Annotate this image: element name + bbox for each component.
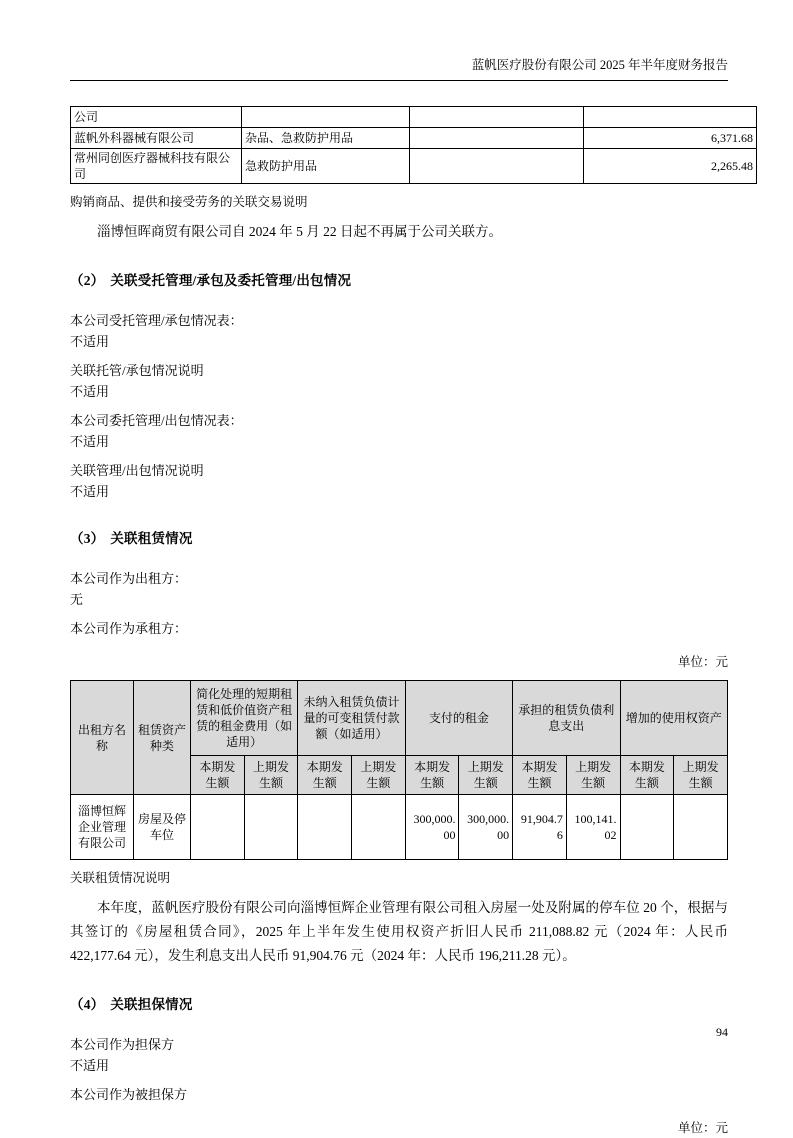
cell-variable-current [298, 795, 352, 860]
outsourcing-note-value: 不适用 [70, 484, 110, 499]
purchase-note-label: 购销商品、提供和接受劳务的关联交易说明 [70, 195, 308, 209]
cell-amount [584, 107, 757, 128]
table-body [71, 107, 757, 184]
section-2-title: 关联受托管理/承包及委托管理/出包情况 [110, 273, 352, 288]
table-row [71, 795, 728, 860]
cell-rent-paid-current: 300,000.00 [405, 795, 459, 860]
section-2-number: （2） [70, 273, 105, 288]
col-rent-paid: 支付的租金 [405, 681, 512, 756]
col-short-term-low-value-rent: 简化处理的短期租赁和低价值资产租赁的租金费用（如适用） [191, 681, 298, 756]
spacer [70, 968, 728, 994]
lease-table-unit: 单位：元 [677, 655, 728, 669]
col-lease-liability-interest: 承担的租赁负债利息支出 [513, 681, 620, 756]
outsourcing-table-value: 不适用 [70, 434, 110, 449]
col-rou-asset-increase: 增加的使用权资产 [620, 681, 728, 756]
cell-interest-prior: 100,141.02 [566, 795, 620, 860]
spacer [70, 860, 728, 868]
section-4-heading [70, 994, 728, 1016]
table-row [71, 128, 757, 149]
table-row [71, 149, 757, 184]
col-lessor-name: 出租方名称 [71, 681, 134, 795]
subcol-current-period: 本期发生额 [298, 756, 352, 795]
spacer [70, 1105, 728, 1118]
lease-note-text: 本年度，蓝帆医疗股份有限公司向淄博恒辉企业管理有限公司租入房屋一处及附属的停车位 20 个，根据与其签订的《房屋租赁合同》，2025 年上半年发生使用权资产折旧人民币 211,088.82 元（2024 年：人民币 422,177.64 元），发生利息支出人民币 91,904.76 元（2024 年：人民币 196,211.28 元）。 [70, 900, 728, 963]
entrusted-mgmt-table-label: 本公司受托管理/承包情况表： [70, 313, 243, 328]
cell-content [242, 107, 410, 128]
cell-interest-current: 91,904.76 [513, 795, 567, 860]
spacer [70, 672, 728, 680]
cell-prior [410, 128, 584, 149]
lessor-label: 本公司作为出租方： [70, 571, 188, 586]
cell-prior [410, 149, 584, 184]
spacer [70, 212, 728, 220]
header-rule [70, 80, 728, 81]
col-asset-type: 租赁资产种类 [134, 681, 191, 795]
spacer [70, 550, 728, 568]
spacer [70, 502, 728, 528]
guarantor-label: 本公司作为担保方 [70, 1037, 175, 1052]
related-party-lease-table [70, 680, 728, 860]
cell-short-term-prior [244, 795, 298, 860]
subcol-prior-period: 上期发生额 [566, 756, 620, 795]
subcol-current-period: 本期发生额 [513, 756, 567, 795]
cell-prior [410, 107, 584, 128]
subcol-prior-period: 上期发生额 [244, 756, 298, 795]
section-2-heading [70, 270, 728, 292]
table-body [71, 681, 728, 860]
cell-rou-current [620, 795, 674, 860]
entrusted-mgmt-note-value: 不适用 [70, 384, 110, 399]
cell-lessor: 淄博恒辉企业管理有限公司 [71, 795, 134, 860]
outsourcing-table-label: 本公司委托管理/出包情况表： [70, 413, 243, 428]
cell-rent-paid-prior: 300,000.00 [459, 795, 513, 860]
spacer [70, 1076, 728, 1084]
related-party-transactions-table [70, 106, 757, 184]
subcol-prior-period: 上期发生额 [459, 756, 513, 795]
lessor-value: 无 [70, 592, 84, 607]
page-content [70, 106, 753, 1138]
cell-asset-type: 房屋及停车位 [134, 795, 191, 860]
guaranteed-label: 本公司作为被担保方 [70, 1087, 188, 1102]
entrusted-mgmt-table-value: 不适用 [70, 334, 110, 349]
guarantor-value: 不适用 [70, 1058, 110, 1073]
lease-note-label: 关联租赁情况说明 [70, 871, 171, 885]
section-3-title: 关联租赁情况 [110, 531, 193, 546]
cell-short-term-current [191, 795, 245, 860]
lessee-label: 本公司作为承租方： [70, 621, 188, 636]
spacer [70, 888, 728, 896]
guarantee-table-unit: 单位：元 [677, 1121, 728, 1135]
section-4-number: （4） [70, 997, 105, 1012]
cell-company: 公司 [71, 107, 242, 128]
spacer [70, 352, 728, 360]
subcol-current-period: 本期发生额 [405, 756, 459, 795]
spacer [70, 244, 728, 270]
spacer [70, 639, 728, 652]
running-header: 蓝帆医疗股份有限公司 2025 年半年度财务报告 [471, 58, 728, 72]
page-number: 94 [716, 1025, 728, 1039]
cell-amount: 6,371.68 [584, 128, 757, 149]
spacer [70, 452, 728, 460]
spacer [70, 402, 728, 410]
section-3-number: （3） [70, 531, 105, 546]
section-4-title: 关联担保情况 [110, 997, 193, 1012]
cell-rou-prior [674, 795, 728, 860]
spacer [70, 292, 728, 310]
subcol-prior-period: 上期发生额 [674, 756, 728, 795]
cell-content: 杂品、急救防护用品 [242, 128, 410, 149]
spacer [70, 184, 728, 192]
section-3-heading [70, 528, 728, 550]
table-group-header-row [71, 681, 728, 756]
cell-company: 常州同创医疗器械科技有限公司 [71, 149, 242, 184]
outsourcing-note-label: 关联管理/出包情况说明 [70, 463, 204, 478]
col-variable-lease-payments: 未纳入租赁负债计量的可变租赁付款额（如适用） [298, 681, 405, 756]
cell-amount: 2,265.48 [584, 149, 757, 184]
purchase-note-text: 淄博恒晖商贸有限公司自 2024 年 5 月 22 日起不再属于公司关联方。 [97, 224, 502, 239]
cell-content: 急救防护用品 [242, 149, 410, 184]
subcol-prior-period: 上期发生额 [352, 756, 406, 795]
subcol-current-period: 本期发生额 [191, 756, 245, 795]
entrusted-mgmt-note-label: 关联托管/承包情况说明 [70, 363, 204, 378]
subcol-current-period: 本期发生额 [620, 756, 674, 795]
table-row [71, 107, 757, 128]
cell-company: 蓝帆外科器械有限公司 [71, 128, 242, 149]
cell-variable-prior [352, 795, 406, 860]
spacer [70, 610, 728, 618]
